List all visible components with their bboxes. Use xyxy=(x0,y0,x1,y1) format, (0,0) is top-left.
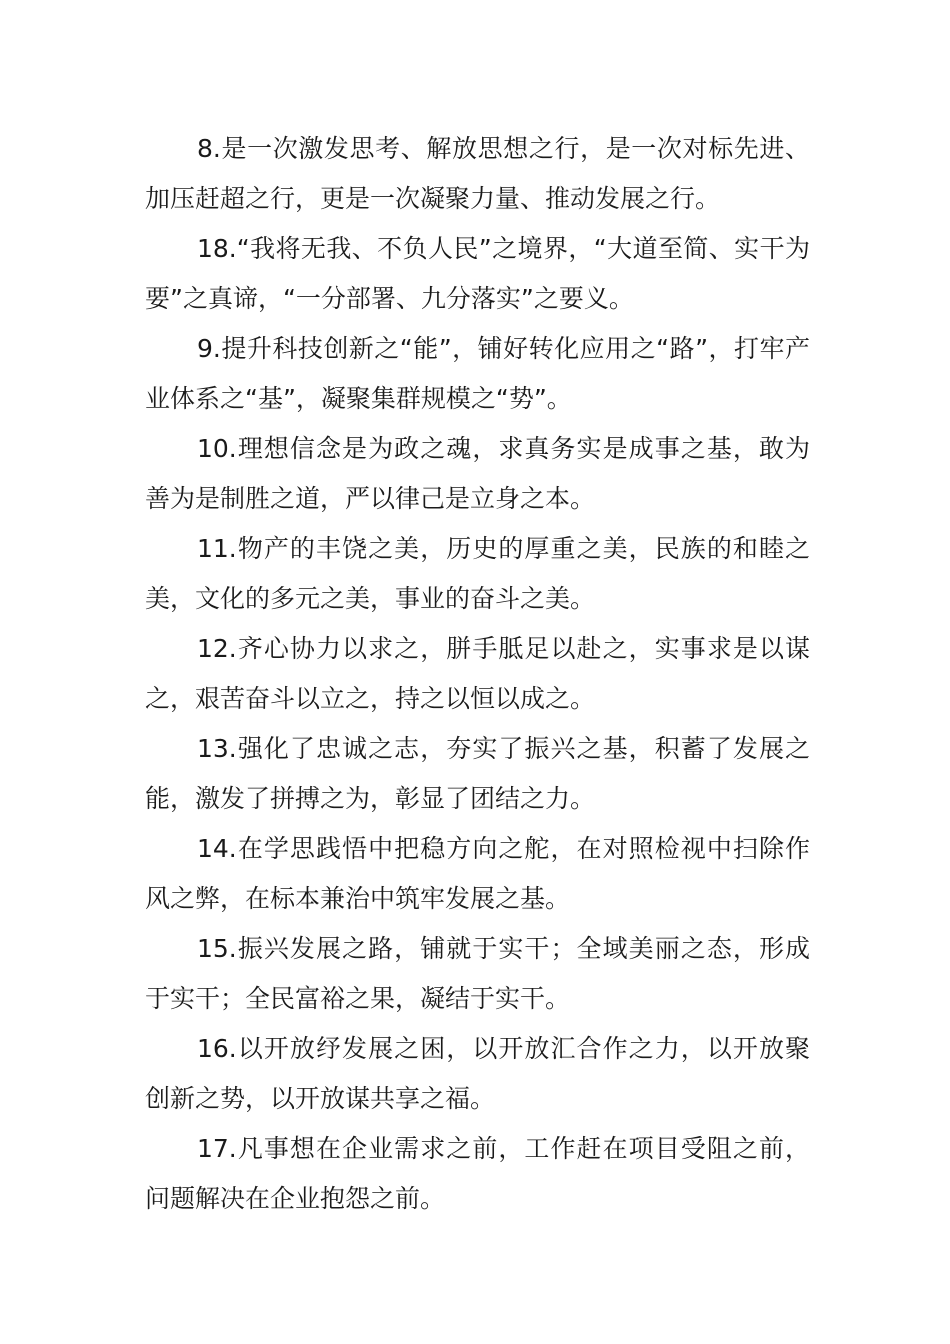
paragraph-8: 8.是一次激发思考、解放思想之行，是一次对标先进、加压赶超之行，更是一次凝聚力量、推动发展之行。 xyxy=(145,134,810,213)
paragraph-17: 17.凡事想在企业需求之前，工作赶在项目受阻之前，问题解决在企业抱怨之前。 xyxy=(145,1134,810,1213)
paragraph-13: 13.强化了忠诚之志，夯实了振兴之基，积蓄了发展之能，激发了拼搏之为，彰显了团结之力。 xyxy=(145,734,810,813)
paragraph-12: 12.齐心协力以求之，胼手胝足以赴之，实事求是以谋之，艰苦奋斗以立之，持之以恒以成之。 xyxy=(145,634,810,713)
paragraph-16: 16.以开放纾发展之困，以开放汇合作之力，以开放聚创新之势，以开放谋共享之福。 xyxy=(145,1034,810,1113)
paragraph-14: 14.在学思践悟中把稳方向之舵，在对照检视中扫除作风之弊，在标本兼治中筑牢发展之基。 xyxy=(145,834,810,913)
document-body xyxy=(145,124,810,1224)
paragraph-18: 18.“我将无我、不负人民”之境界，“大道至简、实干为要”之真谛，“一分部署、九分落实”之要义。 xyxy=(145,234,810,313)
paragraph-9: 9.提升科技创新之“能”，铺好转化应用之“路”，打牢产业体系之“基”，凝聚集群规模之“势”。 xyxy=(145,334,810,413)
paragraph-11: 11.物产的丰饶之美，历史的厚重之美，民族的和睦之美，文化的多元之美，事业的奋斗之美。 xyxy=(145,534,810,613)
paragraph-15: 15.振兴发展之路，铺就于实干；全域美丽之态，形成于实干；全民富裕之果，凝结于实干。 xyxy=(145,934,810,1013)
paragraph-10: 10.理想信念是为政之魂，求真务实是成事之基，敢为善为是制胜之道，严以律己是立身之本。 xyxy=(145,434,810,513)
